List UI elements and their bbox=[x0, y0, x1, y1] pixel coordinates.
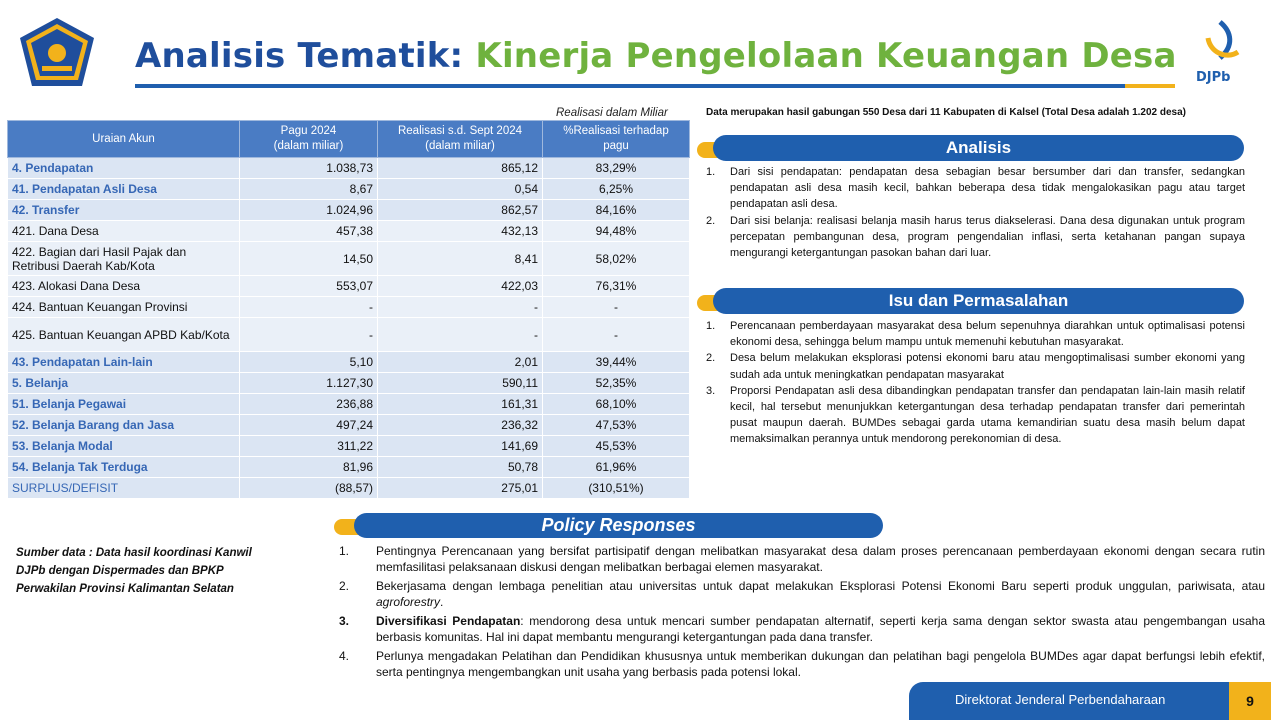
table-header bbox=[8, 121, 690, 158]
list-item: 2. Desa belum melakukan eksplorasi potensi ekonomi baru atau mengoptimalisasi sumber ekonomi yang sudah ada untuk meningkatkan pendapatan masyarakat bbox=[706, 352, 1245, 381]
analisis-list bbox=[706, 164, 1245, 261]
table-row: 51. Belanja Pegawai 236,88 161,31 68,10% bbox=[8, 394, 690, 415]
table-row: 53. Belanja Modal 311,22 141,69 45,53% bbox=[8, 436, 690, 457]
list-item: 3. Proporsi Pendapatan asli desa dibandingkan pendapatan transfer dan pendapatan lain-lain masih relatif kecil, hal tersebut menunjukkan ketergantungan desa terhadap pendapatan transfer dari pemerintah pusat maupun daerah. BUMDes sebagai garda utama kemandirian suatu desa masih belum dapat memaksimalkan perannya untuk mendorong perekonomian di desa. bbox=[706, 384, 1245, 446]
table-row: 43. Pendapatan Lain-lain 5,10 2,01 39,44% bbox=[8, 352, 690, 373]
djpb-logo: DJPb bbox=[1190, 18, 1250, 90]
table-row: 424. Bantuan Keuangan Provinsi - - - bbox=[8, 297, 690, 318]
table-row: 54. Belanja Tak Terduga 81,96 50,78 61,96% bbox=[8, 457, 690, 478]
table-row: 52. Belanja Barang dan Jasa 497,24 236,32 47,53% bbox=[8, 415, 690, 436]
list-item: 1. Dari sisi pendapatan: pendapatan desa sebagian besar bersumber dari dan transfer, sedangkan pendapatan asli desa masih kecil, bahkan beberapa desa tidak mengalokasikan pagu atau target pendapatan asli desa. bbox=[706, 166, 1245, 211]
page-number: 9 bbox=[1229, 682, 1271, 720]
table-row: SURPLUS/DEFISIT (88,57) 275,01 (310,51%) bbox=[8, 478, 690, 499]
list-item: 1. Perencanaan pemberdayaan masyarakat desa belum sepenuhnya diarahkan untuk optimalisasi potensi ekonomi desa, sehingga belum mampu untuk memenuhi kebutuhan masyarakat. bbox=[706, 320, 1245, 349]
isu-list bbox=[706, 318, 1245, 448]
table-row: 425. Bantuan Keuangan APBD Kab/Kota - - - bbox=[8, 318, 690, 352]
list-item: 4. Perlunya mengadakan Pelatihan dan Pendidikan khususnya untuk memberikan dukungan dan pelatihan bagi pengelola BUMDes agar dapat berfungsi lebih efektif, serta pentingnya mengembangkan unit usaha yang berbasis pada potensi lokal. bbox=[339, 649, 1265, 679]
footer-org: Direktorat Jenderal Perbendaharaan bbox=[955, 692, 1166, 707]
kemenkeu-logo bbox=[18, 16, 96, 88]
finance-table bbox=[7, 120, 690, 499]
policy-list bbox=[335, 543, 1265, 683]
header-pagu: Pagu 2024 (dalam miliar) bbox=[240, 121, 378, 158]
table-row: 423. Alokasi Dana Desa 553,07 422,03 76,31% bbox=[8, 276, 690, 297]
source-note: Sumber data : Data hasil koordinasi Kanwil DJPb dengan Dispermades dan BPKP Perwakilan Provinsi Kalimantan Selatan bbox=[16, 547, 252, 595]
table-row: 42. Transfer 1.024,96 862,57 84,16% bbox=[8, 200, 690, 221]
list-item: 2. Dari sisi belanja: realisasi belanja masih harus terus diakselerasi. Dana desa digunakan untuk program percepatan pembangunan desa, program pengendalian inflasi, serta ketahanan pangan supaya mengurangi ketergantungan pasokan bahan dari luar. bbox=[706, 214, 1245, 260]
data-note: Data merupakan hasil gabungan 550 Desa dari 11 Kabupaten di Kalsel (Total Desa adalah 1.202 desa) bbox=[706, 107, 1186, 118]
table-row: 422. Bagian dari Hasil Pajak dan Retribusi Daerah Kab/Kota 14,50 8,41 58,02% bbox=[8, 242, 690, 276]
policy-banner: Policy Responses bbox=[354, 513, 883, 538]
table-row: 4. Pendapatan 1.038,73 865,12 83,29% bbox=[8, 158, 690, 179]
title-underline bbox=[135, 84, 1175, 88]
page-title: Analisis Tematik: Kinerja Pengelolaan Keuangan Desa bbox=[135, 36, 1177, 76]
footer-bar bbox=[909, 682, 1229, 720]
table-row: 41. Pendapatan Asli Desa 8,67 0,54 6,25% bbox=[8, 179, 690, 200]
table-row: 421. Dana Desa 457,38 432,13 94,48% bbox=[8, 221, 690, 242]
unit-note: Realisasi dalam Miliar bbox=[556, 107, 668, 119]
list-item: 2. Bekerjasama dengan lembaga penelitian atau universitas untuk dapat melakukan Eksplorasi Potensi Ekonomi Baru seperti produk unggulan, pariwisata, atau agroforestry. bbox=[339, 579, 1265, 609]
table-row: 5. Belanja 1.127,30 590,11 52,35% bbox=[8, 373, 690, 394]
header-uraian: Uraian Akun bbox=[8, 121, 240, 158]
header-persen: %Realisasi terhadap pagu bbox=[543, 121, 690, 158]
isu-banner: Isu dan Permasalahan bbox=[713, 288, 1244, 314]
list-item: 3. Diversifikasi Pendapatan: mendorong desa untuk mencari sumber pendapatan alternatif, seperti kerja sama dengan sektor swasta atau pengembangan usaha berbasis komunitas. Hal ini dapat membantu mengurangi ketergantungan pada dana transfer. bbox=[339, 614, 1265, 644]
list-item: 1. Pentingnya Perencanaan yang bersifat partisipatif dengan melibatkan masyarakat desa dalam proses perencanaan pemberdayaan ekonomi dengan secara rutin memfasilitasi pelaksanaan diskusi dengan melibatkan berbagai elemen masyarakat. bbox=[339, 544, 1265, 574]
analisis-banner: Analisis bbox=[713, 135, 1244, 161]
header-realisasi: Realisasi s.d. Sept 2024 (dalam miliar) bbox=[378, 121, 543, 158]
